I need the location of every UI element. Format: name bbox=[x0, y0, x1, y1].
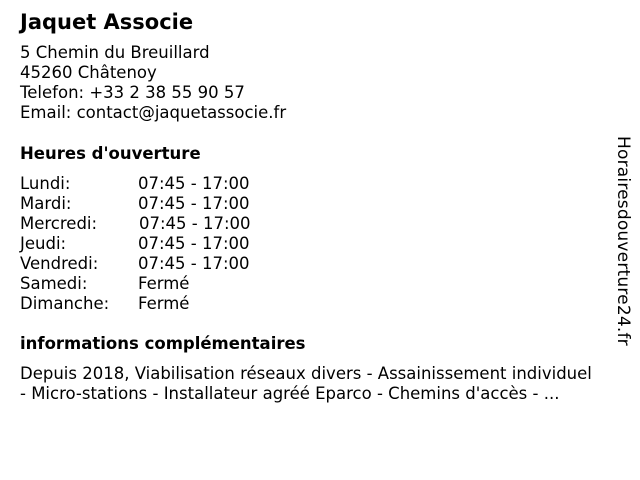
phone-line: Telefon: +33 2 38 55 90 57 bbox=[20, 83, 245, 102]
contact-block bbox=[20, 43, 286, 123]
hours-time: 07:45 - 17:00 bbox=[138, 254, 250, 273]
hours-time: 07:45 - 17:00 bbox=[139, 214, 251, 233]
address-line-city: 45260 Châtenoy bbox=[20, 63, 157, 82]
info-line-1: Depuis 2018, Viabilisation réseaux divers - Assainissement individuel bbox=[20, 364, 592, 383]
hours-day: Mardi: bbox=[20, 194, 72, 213]
hours-time: Fermé bbox=[138, 294, 190, 313]
hours-day: Vendredi: bbox=[20, 254, 99, 273]
hours-time: 07:45 - 17:00 bbox=[138, 234, 250, 253]
address-line-street: 5 Chemin du Breuillard bbox=[20, 43, 210, 62]
info-line-2: - Micro-stations - Installateur agréé Eparco - Chemins d'accès - ... bbox=[20, 384, 560, 403]
hours-heading: Heures d'ouverture bbox=[20, 144, 201, 163]
hours-time: 07:45 - 17:00 bbox=[138, 174, 250, 193]
hours-day: Samedi: bbox=[20, 274, 88, 293]
hours-day: Lundi: bbox=[20, 174, 71, 193]
hours-day: Mercredi: bbox=[20, 214, 98, 233]
email-line: Email: contact@jaquetassocie.fr bbox=[20, 103, 287, 122]
info-description bbox=[20, 364, 624, 404]
info-heading: informations complémentaires bbox=[20, 334, 306, 353]
business-name: Jaquet Associe bbox=[20, 10, 194, 34]
hours-time: 07:45 - 17:00 bbox=[138, 194, 250, 213]
hours-time: Fermé bbox=[138, 274, 190, 293]
site-watermark: Horairesdouverture24.fr bbox=[613, 136, 633, 346]
hours-day: Jeudi: bbox=[20, 234, 67, 253]
hours-day: Dimanche: bbox=[20, 294, 110, 313]
